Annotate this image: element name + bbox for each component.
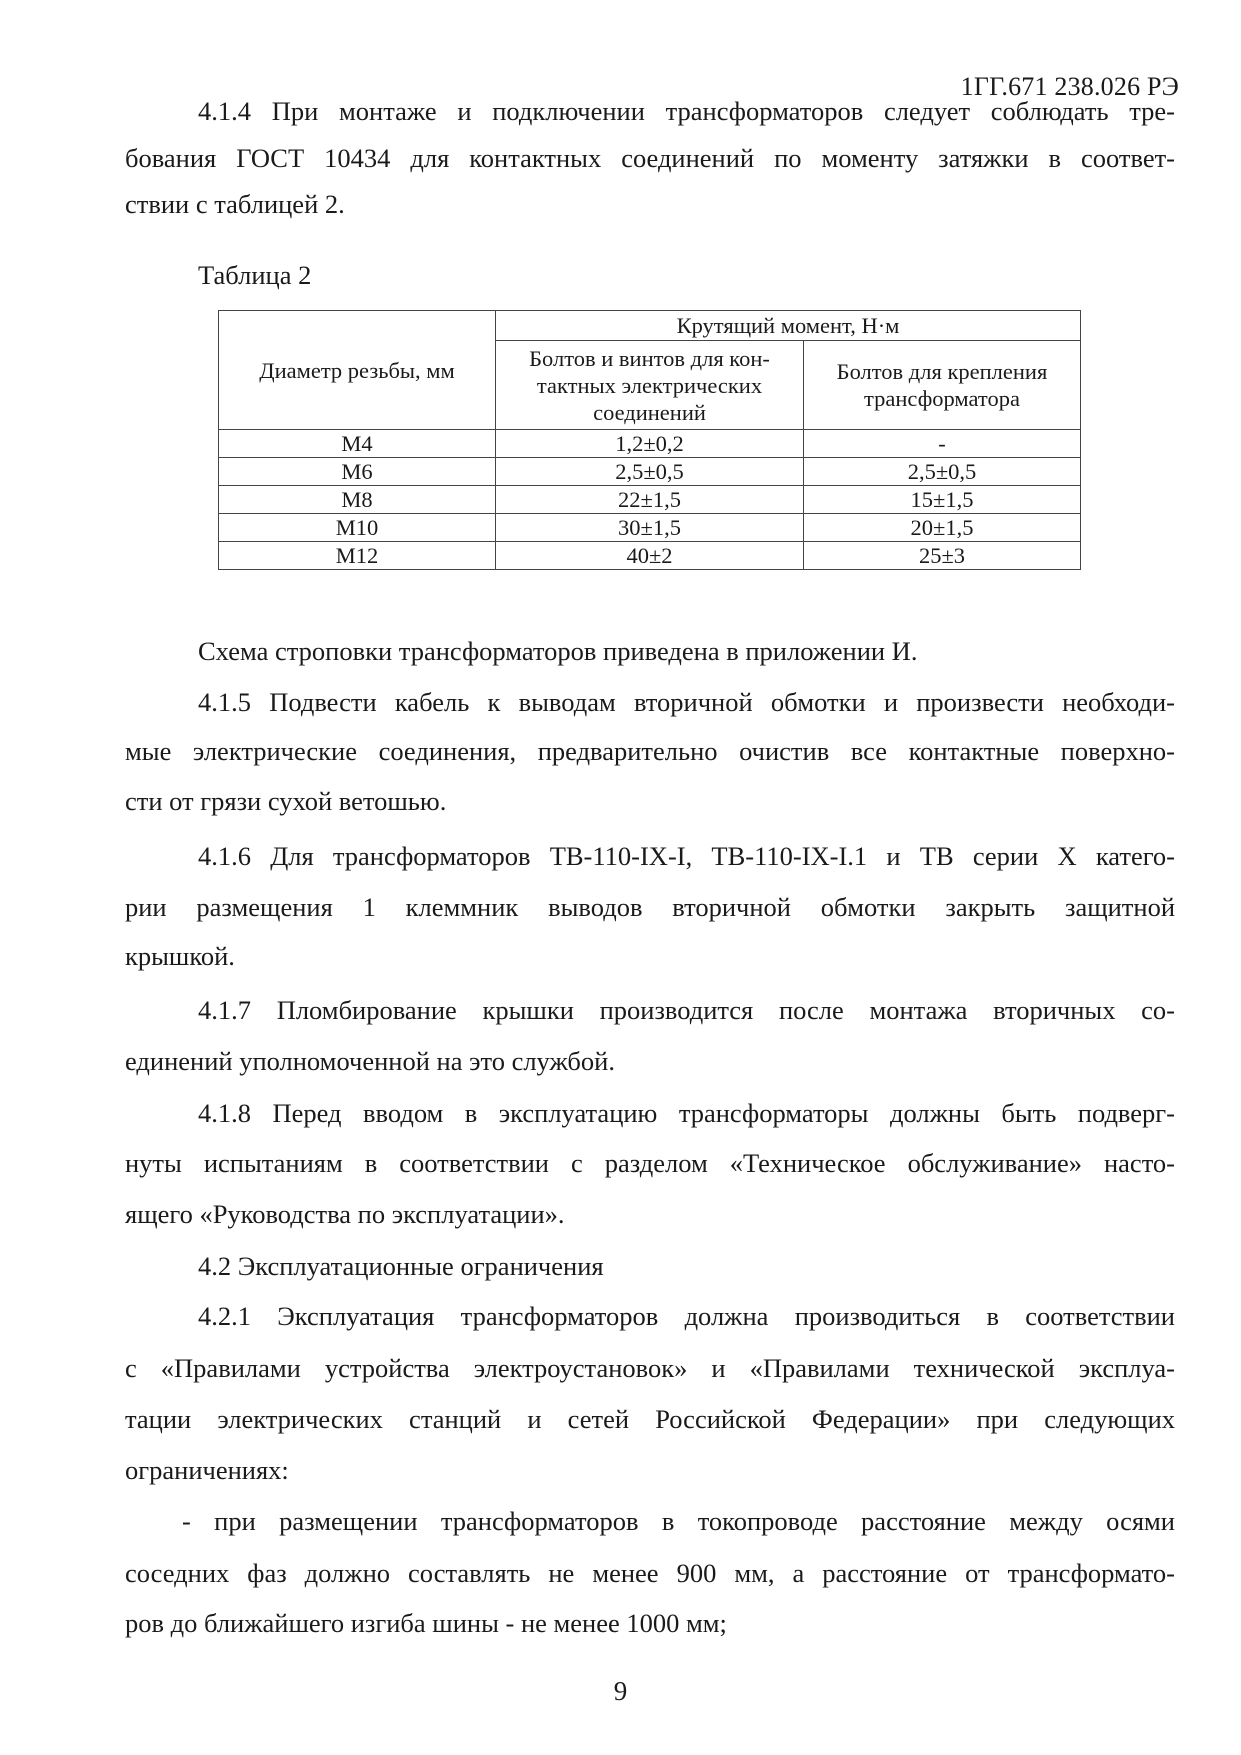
table-caption: Таблица 2	[198, 260, 312, 290]
cell-contact-torque: 1,2±0,2	[496, 430, 804, 458]
paragraph-4-1-5-line-1: 4.1.5 Подвести кабель к выводам вторичной обмотки и произвести необходи-	[198, 687, 1175, 717]
list-item-line-3: ров до ближайшего изгиба шины - не менее 1000 мм;	[125, 1608, 727, 1638]
header-mounting-bolts: Болтов для крепления трансформатора	[804, 341, 1081, 430]
paragraph-4-1-7-line-2: единений уполномоченной на это службой.	[125, 1046, 615, 1076]
paragraph-4-1-7-line-1: 4.1.7 Пломбирование крышки производится после монтажа вторичных со-	[198, 995, 1175, 1025]
table-row	[219, 514, 1081, 542]
paragraph-4-1-4-line-2: бования ГОСТ 10434 для контактных соединений по моменту затяжки в соответ-	[125, 143, 1175, 173]
table-row	[219, 542, 1081, 570]
cell-mount-torque: -	[804, 430, 1081, 458]
table-row	[219, 458, 1081, 486]
paragraph-4-1-5-line-2: мые электрические соединения, предварительно очистив все контактные поверхно-	[125, 736, 1175, 766]
paragraph-4-2-1-line-2: с «Правилами устройства электроустановок» и «Правилами технической эксплуа-	[125, 1353, 1175, 1383]
sling-scheme-note: Схема строповки трансформаторов приведена в приложении И.	[198, 636, 918, 666]
paragraph-4-1-8-line-1: 4.1.8 Перед вводом в эксплуатацию трансформаторы должны быть подверг-	[198, 1098, 1175, 1128]
header-contact-bolts: Болтов и винтов для кон- тактных электрических соединений	[496, 341, 804, 430]
list-item-line-1: - при размещении трансформаторов в токопроводе расстояние между осями	[182, 1506, 1175, 1536]
paragraph-4-2-1-line-3: тации электрических станций и сетей Российской Федерации» при следующих	[125, 1404, 1175, 1434]
torque-table	[218, 310, 1081, 570]
cell-diameter: М12	[219, 542, 496, 570]
paragraph-4-1-8-line-3: ящего «Руководства по эксплуатации».	[125, 1199, 565, 1229]
paragraph-4-1-6-line-2: рии размещения 1 клеммник выводов вторичной обмотки закрыть защитной	[125, 892, 1175, 922]
header-torque-group: Крутящий момент, Н·м	[496, 311, 1081, 341]
paragraph-4-2-1-line-4: ограничениях:	[125, 1455, 289, 1485]
cell-mount-torque: 20±1,5	[804, 514, 1081, 542]
paragraph-4-1-6-line-3: крышкой.	[125, 941, 235, 971]
cell-diameter: М4	[219, 430, 496, 458]
cell-contact-torque: 40±2	[496, 542, 804, 570]
paragraph-4-2-1-line-1: 4.2.1 Эксплуатация трансформаторов должна производиться в соответствии	[198, 1301, 1175, 1331]
paragraph-4-1-8-line-2: нуты испытаниям в соответствии с разделом «Техническое обслуживание» насто-	[125, 1148, 1175, 1178]
cell-diameter: М10	[219, 514, 496, 542]
cell-diameter: М8	[219, 486, 496, 514]
cell-contact-torque: 22±1,5	[496, 486, 804, 514]
section-heading-4-2: 4.2 Эксплуатационные ограничения	[198, 1251, 604, 1281]
cell-mount-torque: 15±1,5	[804, 486, 1081, 514]
cell-diameter: М6	[219, 458, 496, 486]
list-item-line-2: соседних фаз должно составлять не менее 900 мм, а расстояние от трансформато-	[125, 1558, 1175, 1588]
header-thread-diameter: Диаметр резьбы, мм	[219, 311, 496, 430]
paragraph-4-1-4-line-1: 4.1.4 При монтаже и подключении трансформаторов следует соблюдать тре-	[198, 96, 1175, 126]
cell-contact-torque: 2,5±0,5	[496, 458, 804, 486]
paragraph-4-1-6-line-1: 4.1.6 Для трансформаторов ТВ-110-IX-I, ТВ-110-IX-I.1 и ТВ серии X катего-	[198, 841, 1175, 871]
document-code: 1ГГ.671 238.026 РЭ	[960, 72, 1179, 101]
paragraph-4-1-4-line-3: ствии с таблицей 2.	[125, 189, 345, 219]
cell-mount-torque: 2,5±0,5	[804, 458, 1081, 486]
paragraph-4-1-5-line-3: сти от грязи сухой ветошью.	[125, 786, 447, 816]
cell-mount-torque: 25±3	[804, 542, 1081, 570]
cell-contact-torque: 30±1,5	[496, 514, 804, 542]
page-number: 9	[613, 1676, 628, 1706]
table-row	[219, 430, 1081, 458]
table-row	[219, 486, 1081, 514]
